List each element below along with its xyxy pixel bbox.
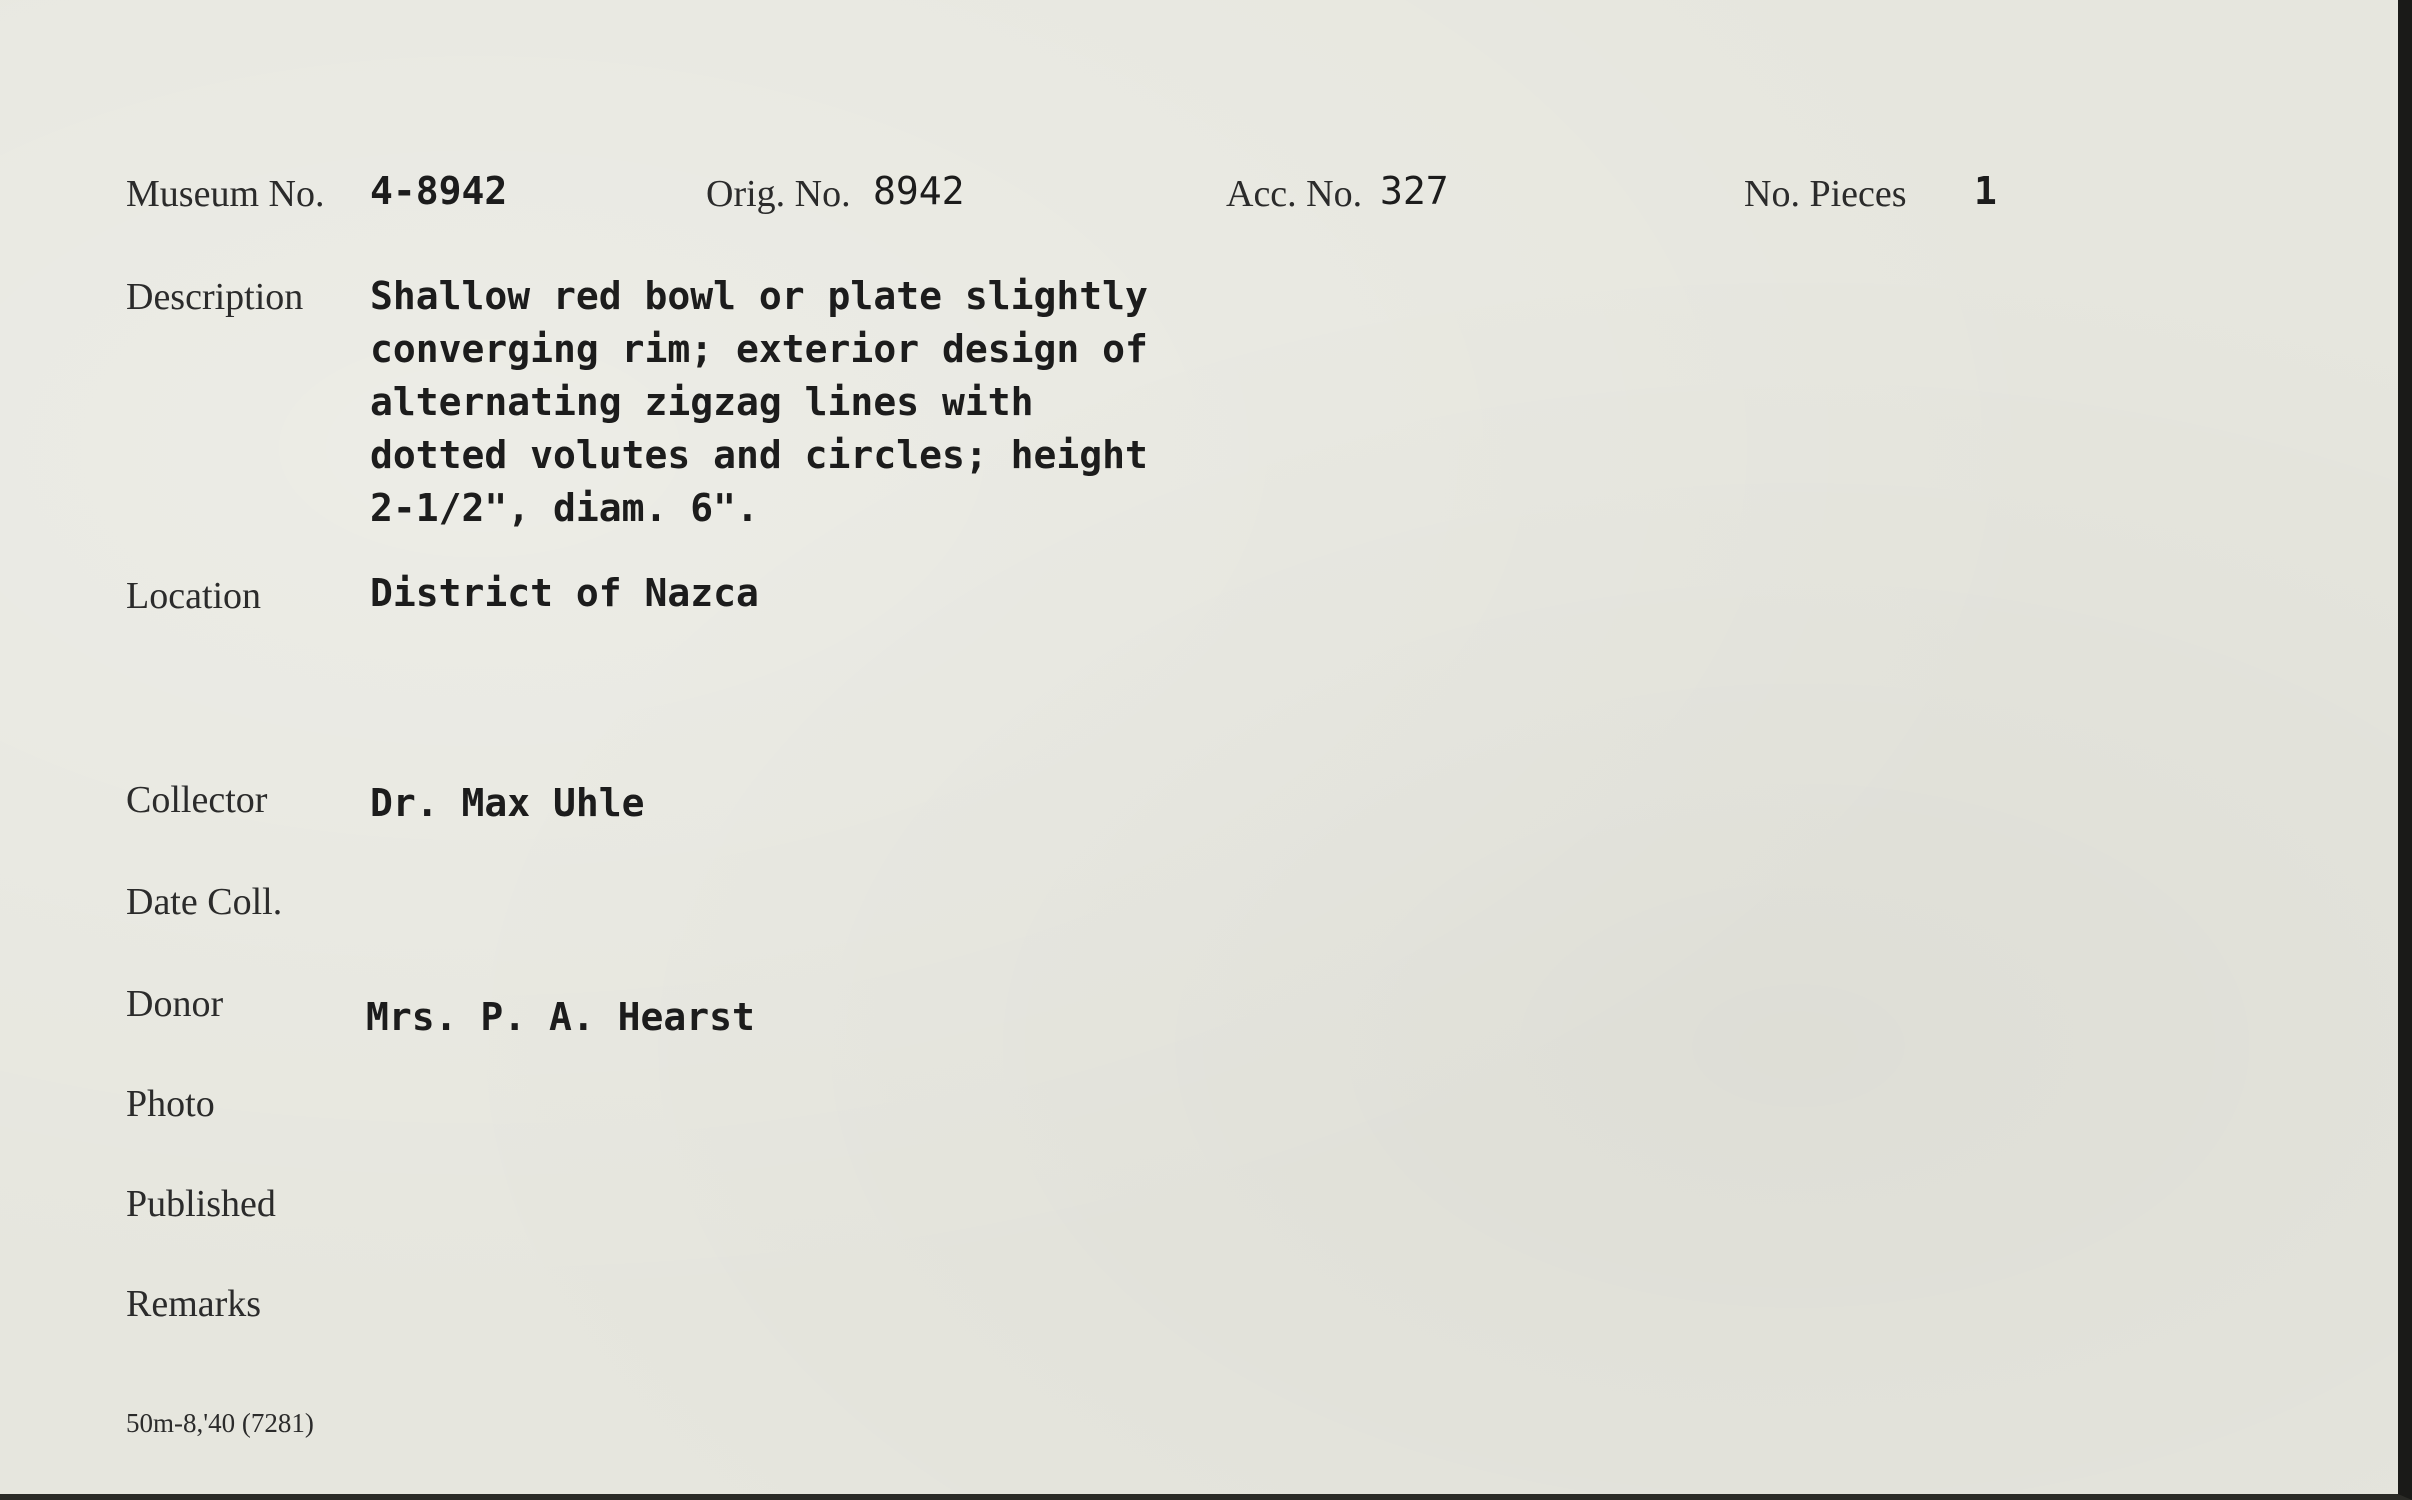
date-coll-label: Date Coll. bbox=[126, 881, 283, 923]
collector-value: Dr. Max Uhle bbox=[370, 781, 645, 825]
collector-label: Collector bbox=[126, 779, 268, 821]
location-value: District of Nazca bbox=[370, 571, 759, 615]
museum-no-value: 4-8942 bbox=[370, 169, 508, 213]
description-label: Description bbox=[126, 276, 304, 318]
donor-value: Mrs. P. A. Hearst bbox=[366, 995, 755, 1039]
remarks-label: Remarks bbox=[126, 1283, 262, 1325]
no-pieces-value: 1 bbox=[1974, 169, 1997, 213]
donor-label: Donor bbox=[126, 983, 224, 1025]
photo-label: Photo bbox=[126, 1083, 215, 1125]
acc-no-label: Acc. No. bbox=[1226, 173, 1363, 215]
location-label: Location bbox=[126, 575, 262, 617]
published-label: Published bbox=[126, 1183, 276, 1225]
orig-no-label: Orig. No. bbox=[706, 173, 851, 215]
museum-no-label: Museum No. bbox=[126, 173, 325, 215]
no-pieces-label: No. Pieces bbox=[1744, 173, 1907, 215]
form-code: 50m-8,'40 (7281) bbox=[126, 1408, 314, 1438]
orig-no-value: 8942 bbox=[873, 169, 965, 213]
acc-no-value: 327 bbox=[1380, 169, 1449, 213]
description-value: Shallow red bowl or plate slightly converging rim; exterior design of alternating zigzag lines with dotted volutes and circles; height 2-1/2", diam. 6". bbox=[370, 274, 1148, 530]
